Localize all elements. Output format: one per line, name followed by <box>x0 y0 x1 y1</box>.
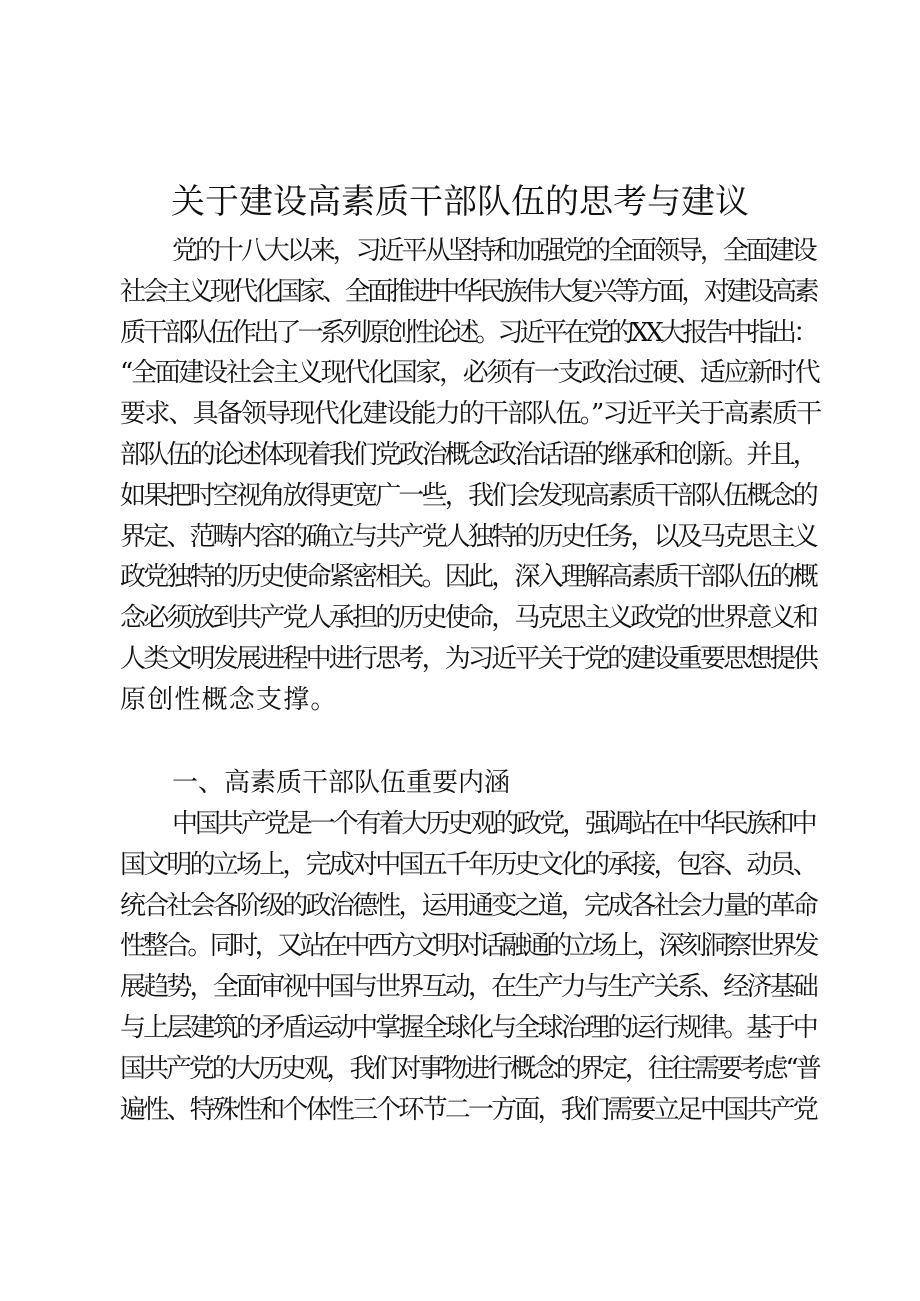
paragraph-line: 性整合。同时，又站在中西方文明对话融通的立场上，深刻洞察世界发 <box>120 931 816 962</box>
paragraph-line: 社会主义现代化国家、全面推进中华民族伟大复兴等方面，对建设高素 <box>120 276 816 307</box>
paragraph-line: 中国共产党是一个有着大历史观的政党，强调站在中华民族和中 <box>172 809 815 839</box>
paragraph-line: 界定、范畴内容的确立与共产党人独特的历史任务，以及马克思主义 <box>120 521 817 552</box>
paragraph-line: 部队伍的论述体现着我们党政治概念政治话语的继承和创新。并且， <box>120 439 817 470</box>
document-title: 关于建设高素质干部队伍的思考与建议 <box>171 182 749 222</box>
paragraph-line: 国共产党的大历史观，我们对事物进行概念的界定，往往需要考虑“普 <box>120 1053 819 1084</box>
paragraph-line: 如果把时空视角放得更宽广一些，我们会发现高素质干部队伍概念的 <box>120 480 817 511</box>
paragraph-line: 统合社会各阶级的政治德性，运用通变之道，完成各社会力量的革命 <box>120 890 817 921</box>
paragraph-line: 要求、具备领导现代化建设能力的干部队伍。”习近平关于高素质干 <box>120 399 821 430</box>
paragraph-line: “全面建设社会主义现代化国家，必须有一支政治过硬、适应新时代 <box>120 358 819 389</box>
paragraph-line: 念必须放到共产党人承担的历史使命，马克思主义政党的世界意义和 <box>120 603 817 634</box>
paragraph-line: 展趋势，全面审视中国与世界互动，在生产力与生产关系、经济基础 <box>120 972 817 1003</box>
paragraph-line: 原创性概念支撑。 <box>120 684 338 715</box>
paragraph-line: 与上层建筑的矛盾运动中掌握全球化与全球治理的运行规律。基于中 <box>120 1012 817 1043</box>
paragraph-line: 党的十八大以来，习近平从坚持和加强党的全面领导，全面建设 <box>172 236 815 266</box>
paragraph-section1 <box>120 804 820 1130</box>
paragraph-line: 政党独特的历史使命紧密相关。因此，深入理解高素质干部队伍的概 <box>120 562 817 593</box>
paragraph-line: 人类文明发展进程中进行思考，为习近平关于党的建设重要思想提供 <box>120 643 817 674</box>
paragraph-line: 遍性、特殊性和个体性三个环节二一方面，我们需要立足中国共产党 <box>120 1094 817 1125</box>
paragraph-line: 质干部队伍作出了一系列原创性论述。习近平在党的XX大报告中指出： <box>120 317 816 348</box>
section-heading: 一、高素质干部队伍重要内涵 <box>172 768 511 798</box>
paragraph-intro <box>120 231 820 721</box>
paragraph-line: 国文明的立场上，完成对中国五千年历史文化的承接，包容、动员、 <box>120 849 817 880</box>
